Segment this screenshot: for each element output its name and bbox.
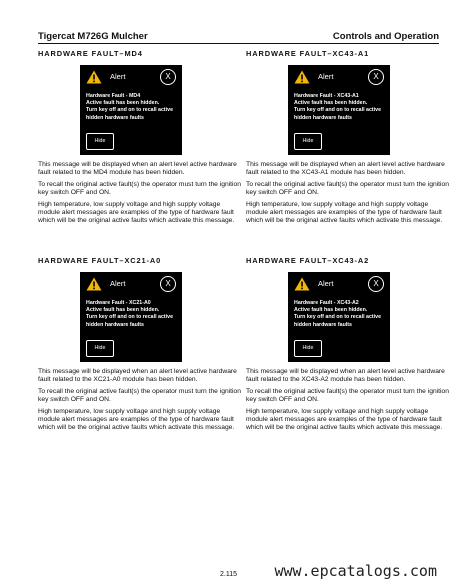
alert-header: [288, 65, 390, 89]
close-button[interactable]: X: [368, 276, 384, 292]
description-paragraph: This message will be displayed when an alert level active hardware fault related to the XC43-A1 module has been hidden.: [246, 161, 445, 176]
alert-message: [294, 300, 386, 329]
close-button[interactable]: X: [160, 69, 176, 85]
chapter-title: Controls and Operation: [332, 31, 439, 42]
description-paragraph: This message will be displayed when an alert level active hardware fault related to the XC21-A0 module has been hidden.: [38, 368, 237, 383]
section-title: HARDWARE FAULT–XC43-A2: [246, 256, 370, 265]
alert-line: Active fault has been hidden.: [86, 307, 160, 314]
alert-dialog: [288, 272, 390, 362]
description-paragraph: This message will be displayed when an alert level active hardware fault related to the XC43-A2 module has been hidden.: [246, 368, 445, 383]
alert-line: Turn key off and on to recall active: [86, 107, 174, 114]
alert-title: Alert: [110, 279, 126, 288]
watermark-url: www.epcatalogs.com: [274, 562, 437, 580]
alert-dialog: [288, 65, 390, 155]
alert-line: hidden hardware faults: [86, 114, 144, 121]
section-hardware-fault-md4: [38, 49, 243, 224]
alert-title: Alert: [318, 279, 334, 288]
section-title: HARDWARE FAULT–XC21-A0: [38, 256, 162, 265]
alert-title: Alert: [110, 72, 126, 81]
warning-icon: [294, 277, 310, 291]
alert-header: [288, 272, 390, 296]
alert-line: hidden hardware faults: [86, 321, 144, 328]
alert-message: [294, 93, 386, 122]
hide-button[interactable]: Hide: [294, 133, 322, 150]
alert-dialog: [80, 65, 182, 155]
alert-title: Alert: [318, 72, 334, 81]
alert-line: Turn key off and on to recall active: [294, 314, 382, 321]
examples-paragraph: High temperature, low supply voltage and high supply voltage module alert messages are examples of the type of hardware fault which will be the original active faults which activate this message.: [246, 201, 443, 224]
alert-line: Turn key off and on to recall active: [86, 314, 174, 321]
page-header: [38, 26, 439, 42]
section-title: HARDWARE FAULT–XC43-A1: [246, 49, 370, 58]
alert-line: hidden hardware faults: [294, 114, 352, 121]
alert-line: Hardware Fault - MD4: [86, 93, 141, 99]
alert-line: hidden hardware faults: [294, 321, 352, 328]
alert-line: Active fault has been hidden.: [294, 307, 368, 314]
header-rule: [38, 43, 439, 44]
recall-paragraph: To recall the original active fault(s) the operator must turn the ignition key switch OFF and ON.: [38, 181, 241, 196]
alert-message: [86, 93, 178, 122]
document-title: Tigercat M726G Mulcher: [38, 31, 148, 42]
alert-line: Active fault has been hidden.: [86, 100, 160, 107]
alert-line: Hardware Fault - XC21-A0: [86, 300, 151, 306]
close-button[interactable]: X: [368, 69, 384, 85]
hide-button[interactable]: Hide: [86, 340, 114, 357]
section-title: HARDWARE FAULT–MD4: [38, 49, 143, 58]
alert-header: [80, 65, 182, 89]
alert-line: Turn key off and on to recall active: [294, 107, 382, 114]
recall-paragraph: To recall the original active fault(s) the operator must turn the ignition key switch OFF and ON.: [246, 388, 449, 403]
page-number: 2.115: [220, 571, 237, 578]
section-hardware-fault-xc43-a1: [246, 49, 451, 224]
hide-button[interactable]: Hide: [294, 340, 322, 357]
examples-paragraph: High temperature, low supply voltage and high supply voltage module alert messages are examples of the type of hardware fault which will be the original active faults which activate this message.: [38, 408, 235, 431]
warning-icon: [86, 70, 102, 84]
warning-icon: [294, 70, 310, 84]
close-button[interactable]: X: [160, 276, 176, 292]
recall-paragraph: To recall the original active fault(s) the operator must turn the ignition key switch OFF and ON.: [38, 388, 241, 403]
section-hardware-fault-xc21-a0: [38, 256, 243, 431]
alert-message: [86, 300, 178, 329]
hide-button[interactable]: Hide: [86, 133, 114, 150]
warning-icon: [86, 277, 102, 291]
alert-line: Hardware Fault - XC43-A1: [294, 93, 359, 99]
examples-paragraph: High temperature, low supply voltage and high supply voltage module alert messages are examples of the type of hardware fault which will be the original active faults which activate this message.: [38, 201, 235, 224]
alert-dialog: [80, 272, 182, 362]
section-hardware-fault-xc43-a2: [246, 256, 451, 431]
examples-paragraph: High temperature, low supply voltage and high supply voltage module alert messages are examples of the type of hardware fault which will be the original active faults which activate this message.: [246, 408, 443, 431]
alert-line: Hardware Fault - XC43-A2: [294, 300, 359, 306]
description-paragraph: This message will be displayed when an alert level active hardware fault related to the MD4 module has been hidden.: [38, 161, 237, 176]
alert-header: [80, 272, 182, 296]
recall-paragraph: To recall the original active fault(s) the operator must turn the ignition key switch OFF and ON.: [246, 181, 449, 196]
alert-line: Active fault has been hidden.: [294, 100, 368, 107]
